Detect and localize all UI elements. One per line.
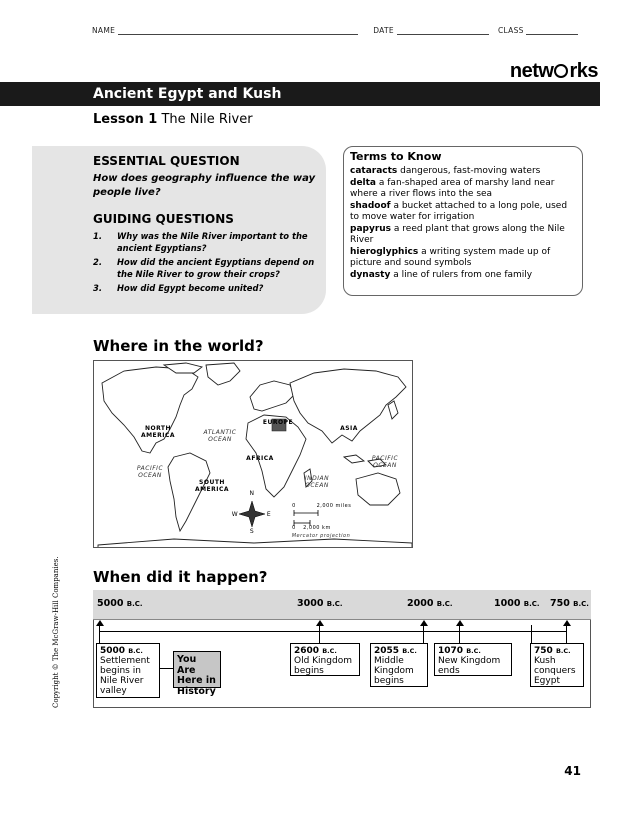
label-pacific-ocean-west: PACIFIC OCEAN [136,465,164,479]
term-entry [350,201,576,224]
worksheet-header [92,26,592,35]
question-number: 1. [93,231,103,241]
term-word: dynasty [350,269,391,280]
guiding-question [93,283,321,295]
event-era: B.C. [555,647,571,655]
event-text: begins in [100,666,141,676]
term-definition: a bucket attached to a long pole, used to move water for irrigation [350,200,568,222]
term-entry [350,247,576,270]
lesson-heading [93,112,253,127]
map-projection: Mercator projection [291,533,351,539]
event-text: Settlement [100,656,150,666]
label-atlantic-ocean: ATLANTIC OCEAN [203,429,237,443]
label-indian-ocean: INDIAN OCEAN [304,475,330,489]
label-africa: AFRICA [246,455,274,462]
title-banner [0,82,600,106]
term-definition: a fan-shaped area of marshy land near where a river flows into the sea [350,177,555,199]
timeline-event [370,643,428,687]
essential-question-title: ESSENTIAL QUESTION [93,154,240,168]
timeline-date [407,598,453,609]
event-text: Middle [374,656,404,666]
timeline-event [434,643,512,676]
logo-text-start: netw [509,60,554,82]
terms-title: Terms to Know [350,150,442,163]
compass-e: E [266,511,272,518]
question-text: Why was the Nile River important to the ancient Egyptians? [117,231,308,253]
term-definition: dangerous, fast-moving waters [400,166,541,176]
event-text: New Kingdom [438,656,501,666]
compass-w: W [231,511,239,518]
chapter-title: Ancient Egypt and Kush [93,86,282,102]
event-year: 2055 [374,646,400,656]
event-era: B.C. [402,647,417,655]
term-word: cataracts [350,166,398,176]
term-word: delta [350,177,377,188]
timeline-tick [423,625,424,643]
you-are-here-text: You Are [177,654,197,676]
term-word: hieroglyphics [350,246,419,257]
event-text: Egypt [534,676,560,686]
label-south-america: SOUTH AMERICA [194,479,230,493]
you-are-here-text: Here in [177,675,216,686]
scale-bar [294,510,318,526]
label-europe: EUROPE [262,419,294,426]
term-word: papyrus [350,223,392,234]
date-year: 1000 [494,598,521,609]
timeline-event [530,643,584,687]
date-year: 5000 [97,598,124,609]
timeline-axis [99,631,567,632]
term-entry [350,270,576,282]
event-text: Kingdom [374,666,414,676]
timeline-tick [319,625,320,643]
question-number: 2. [93,257,103,267]
guiding-questions-list [93,231,321,298]
name-label: NAME [92,26,116,35]
event-year: 5000 [100,646,126,656]
class-field[interactable] [526,27,578,35]
guiding-question [93,231,321,254]
event-text: Old Kingdom [294,656,352,666]
date-era: B.C. [126,600,143,608]
label-asia: ASIA [340,425,358,432]
event-year: 750 [534,646,553,656]
event-text: begins [294,666,324,676]
guiding-question [93,257,321,280]
connector-line [160,668,173,669]
lesson-label: Lesson 1 [93,112,158,127]
date-year: 2000 [407,598,434,609]
arrow-up-icon [456,620,464,626]
arrow-up-icon [563,620,571,626]
logo-globe-icon [554,64,568,78]
page-number: 41 [564,764,581,778]
term-word: shadoof [350,200,391,211]
date-era: B.C. [573,600,589,608]
guiding-questions-title: GUIDING QUESTIONS [93,212,234,226]
date-field[interactable] [397,27,489,35]
timeline-tick [566,625,567,643]
term-definition: a line of rulers from one family [393,269,533,280]
timeline-date [297,598,343,609]
you-are-here-box [173,651,221,697]
essential-question-text: How does geography influence the way people live? [93,173,316,198]
term-entry [350,178,576,201]
event-text: Nile River [100,676,144,686]
timeline-tick [99,625,100,643]
timeline-tick [459,625,460,643]
timeline-event [96,643,160,698]
question-number: 3. [93,283,103,293]
class-label: CLASS [498,26,524,35]
term-definition: a reed plant that grows along the Nile River [350,223,565,245]
lesson-title: The Nile River [161,112,253,127]
timeline-date [550,598,589,609]
arrow-up-icon [420,620,428,626]
arrow-up-icon [316,620,324,626]
logo-text-end: rks [569,60,598,82]
scale-miles: 2,000 miles [316,503,352,509]
question-text: How did the ancient Egyptians depend on the Nile River to grow their crops? [117,257,315,279]
compass-s: S [249,528,255,535]
label-north-america: NORTH AMERICA [140,425,176,439]
scale-zero-km: 0 [292,525,296,531]
you-are-here-text: History [177,685,216,697]
name-field[interactable] [118,27,358,35]
date-era: B.C. [523,600,540,608]
copyright-notice: Copyright © The McGraw-Hill Companies. [52,556,60,708]
term-definition: a writing system made up of picture and sound symbols [350,246,551,268]
timeline-date [97,598,143,609]
event-text: conquers [534,666,576,676]
timeline-tick [531,625,532,643]
event-text: begins [374,676,404,686]
label-pacific-ocean-east: PACIFIC OCEAN [371,455,399,469]
arrow-up-icon [96,620,104,626]
term-entry [350,166,576,178]
scale-zero-miles: 0 [292,503,296,509]
world-map [93,360,413,548]
when-title: When did it happen? [93,568,268,586]
networks-logo [510,60,598,83]
question-text: How did Egypt become united? [117,283,264,293]
event-text: ends [438,666,460,676]
where-title: Where in the world? [93,337,264,355]
event-year: 2600 [294,646,320,656]
terms-to-know-box [343,146,583,296]
date-era: B.C. [326,600,343,608]
date-label: DATE [373,26,394,35]
event-text: valley [100,686,127,696]
event-text: Kush [534,656,556,666]
event-year: 1070 [438,646,464,656]
date-year: 3000 [297,598,324,609]
event-era: B.C. [466,647,481,655]
compass-n: N [249,490,255,497]
term-entry [350,224,576,247]
scale-km: 2,000 km [303,525,331,531]
date-year: 750 [550,598,570,609]
timeline-date [494,598,540,609]
compass-rose-icon [239,501,265,527]
date-era: B.C. [436,600,453,608]
event-era: B.C. [322,647,337,655]
timeline-event [290,643,360,676]
event-era: B.C. [128,647,143,655]
